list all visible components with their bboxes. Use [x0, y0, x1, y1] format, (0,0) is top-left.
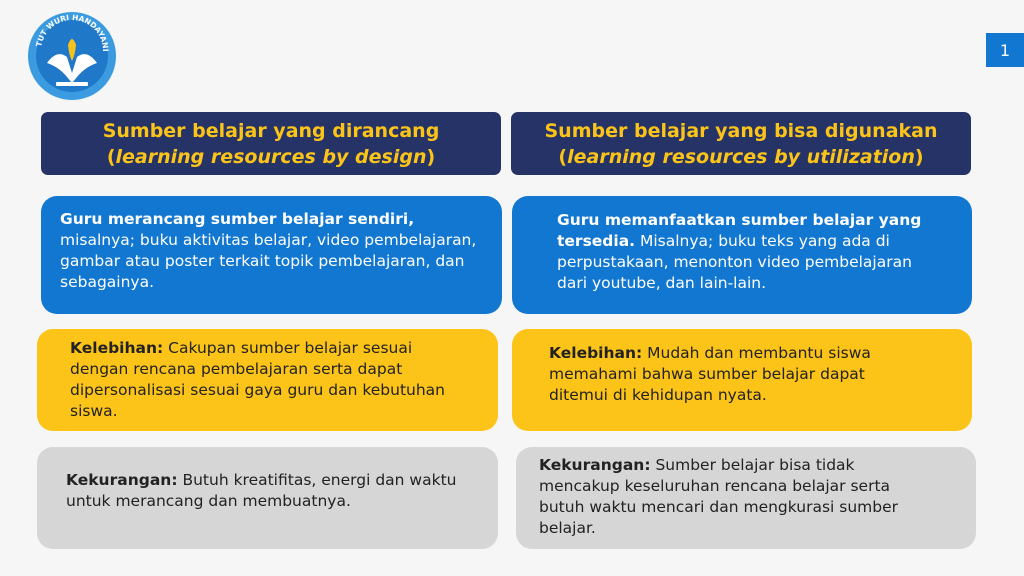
left-disadvantages-text: Butuh kreatifitas, energi dan waktu untuk merancang dan membuatnya.: [66, 471, 457, 510]
right-advantages-label: Kelebihan:: [549, 344, 643, 362]
right-description-bold: Guru memanfaatkan sumber belajar yang tersedia.: [557, 211, 922, 250]
right-advantages-text: Mudah dan membantu siswa memahami bahwa sumber belajar dapat ditemui di kehidupan nyata.: [549, 344, 871, 404]
right-description-text: Misalnya; buku teks yang ada di perpustakaan, menonton video pembelajaran dari youtube, dan lain-lain.: [557, 232, 912, 292]
left-description-text: misalnya; buku aktivitas belajar, video pembelajaran, gambar atau poster terkait topik pembelajaran, dan sebagainya.: [60, 231, 477, 291]
left-advantages-label: Kelebihan:: [70, 339, 164, 357]
right-disadvantages-label: Kekurangan:: [539, 456, 651, 474]
left-header: [41, 112, 501, 175]
left-advantages-box: [37, 329, 498, 431]
right-header: [511, 112, 971, 175]
right-header-title: Sumber belajar yang bisa digunakan: [544, 119, 938, 142]
page-number: 1: [986, 33, 1024, 67]
right-header-subtitle: (learning resources by utilization): [558, 145, 924, 168]
right-disadvantages-text: Sumber belajar bisa tidak mencakup keseluruhan rencana belajar serta butuh waktu mencari dan mengkurasi sumber belajar.: [539, 456, 899, 537]
left-header-subtitle: (learning resources by design): [106, 145, 436, 168]
tut-wuri-handayani-logo: [27, 11, 117, 101]
left-disadvantages-label: Kekurangan:: [66, 471, 178, 489]
left-disadvantages-box: [37, 447, 498, 549]
logo-text: TUT WURI HANDAYANI: [34, 12, 111, 52]
right-disadvantages-box: [516, 447, 976, 549]
right-advantages-box: [512, 329, 972, 431]
left-header-title: Sumber belajar yang dirancang: [102, 119, 440, 142]
left-description-box: [41, 196, 502, 314]
right-description-box: [512, 196, 972, 314]
left-description-bold: Guru merancang sumber belajar sendiri,: [60, 210, 415, 228]
left-advantages-text: Cakupan sumber belajar sesuai dengan rencana pembelajaran serta dapat dipersonalisasi sesuai gaya guru dan kebutuhan siswa.: [70, 339, 445, 420]
